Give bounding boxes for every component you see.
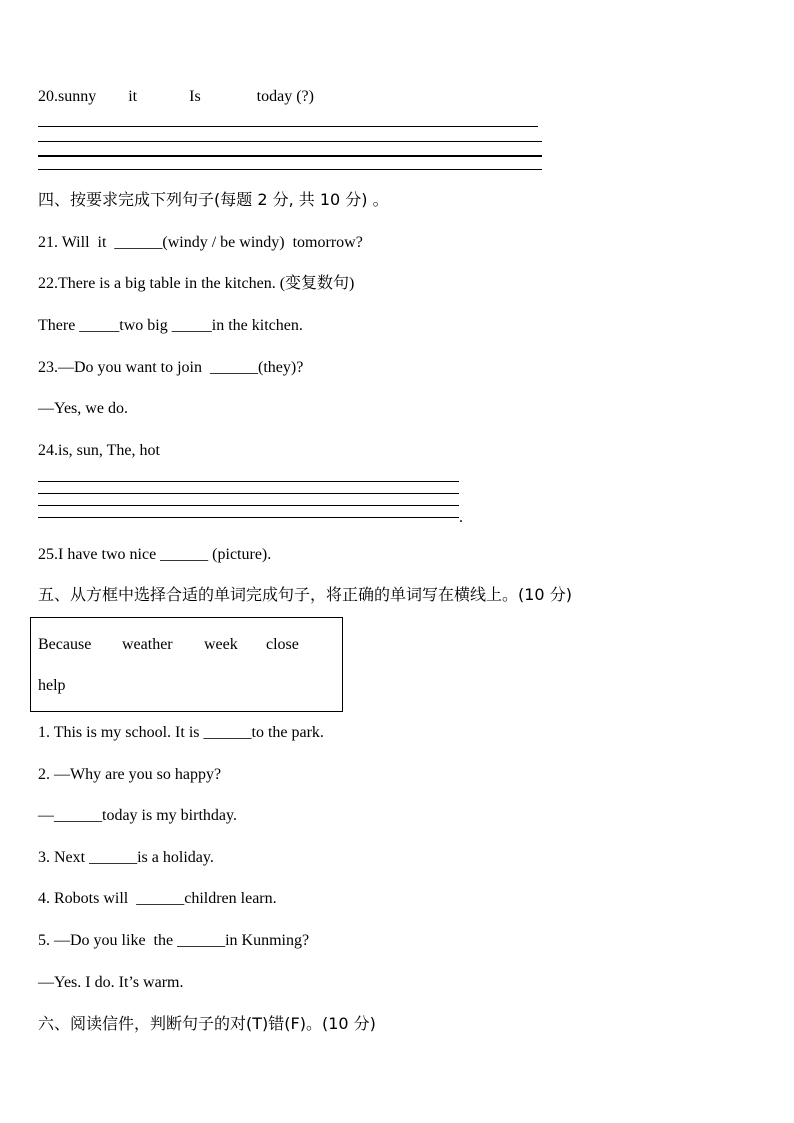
section-5-question-5-answer: —Yes. I do. It’s warm. bbox=[38, 974, 184, 991]
question-23-answer: —Yes, we do. bbox=[38, 400, 128, 417]
section-5-question-3: 3. Next ______is a holiday. bbox=[38, 849, 214, 866]
section-4-heading: 四、按要求完成下列句子(每题 2 分, 共 10 分) 。 bbox=[38, 190, 389, 209]
section-5-question-5: 5. —Do you like the ______in Kunming? bbox=[38, 932, 310, 949]
section-5-question-1: 1. This is my school. It is ______to the park. bbox=[38, 724, 324, 741]
word-box-item: help bbox=[38, 677, 66, 694]
question-24: 24.is, sun, The, hot bbox=[38, 442, 160, 459]
q20-answer-line-3 bbox=[38, 155, 542, 157]
section-5-question-2: 2. —Why are you so happy? bbox=[38, 766, 222, 783]
word-box-item: weather bbox=[122, 636, 173, 653]
q24-answer-line-3 bbox=[38, 505, 459, 506]
word-box bbox=[30, 617, 343, 712]
question-22-answer: There _____two big _____in the kitchen. bbox=[38, 317, 303, 334]
question-21: 21. Will it ______(windy / be windy) tomorrow? bbox=[38, 234, 363, 251]
q24-period: . bbox=[459, 509, 463, 526]
word-box-item: Because bbox=[38, 636, 92, 653]
q24-answer-line-2 bbox=[38, 493, 459, 494]
q20-answer-line-4 bbox=[38, 169, 542, 170]
section-5-question-4: 4. Robots will ______children learn. bbox=[38, 890, 277, 907]
section-6-heading: 六、阅读信件，判断句子的对(T)错(F)。(10 分) bbox=[38, 1014, 376, 1033]
word-box-item: week bbox=[204, 636, 238, 653]
word-box-item: close bbox=[266, 636, 299, 653]
question-20: 20.sunny it Is today (?) bbox=[38, 88, 314, 105]
section-5-question-2-answer: —______today is my birthday. bbox=[38, 807, 237, 824]
q20-answer-line-1 bbox=[38, 126, 538, 127]
question-22: 22.There is a big table in the kitchen. (变复数句) bbox=[38, 275, 355, 292]
question-23: 23.—Do you want to join ______(they)? bbox=[38, 359, 304, 376]
section-5-heading: 五、从方框中选择合适的单词完成句子，将正确的单词写在横线上。(10 分) bbox=[38, 585, 572, 604]
question-25: 25.I have two nice ______ (picture). bbox=[38, 546, 272, 563]
q24-answer-line-4 bbox=[38, 517, 459, 518]
q24-answer-line-1 bbox=[38, 481, 459, 482]
q20-answer-line-2 bbox=[38, 141, 542, 142]
